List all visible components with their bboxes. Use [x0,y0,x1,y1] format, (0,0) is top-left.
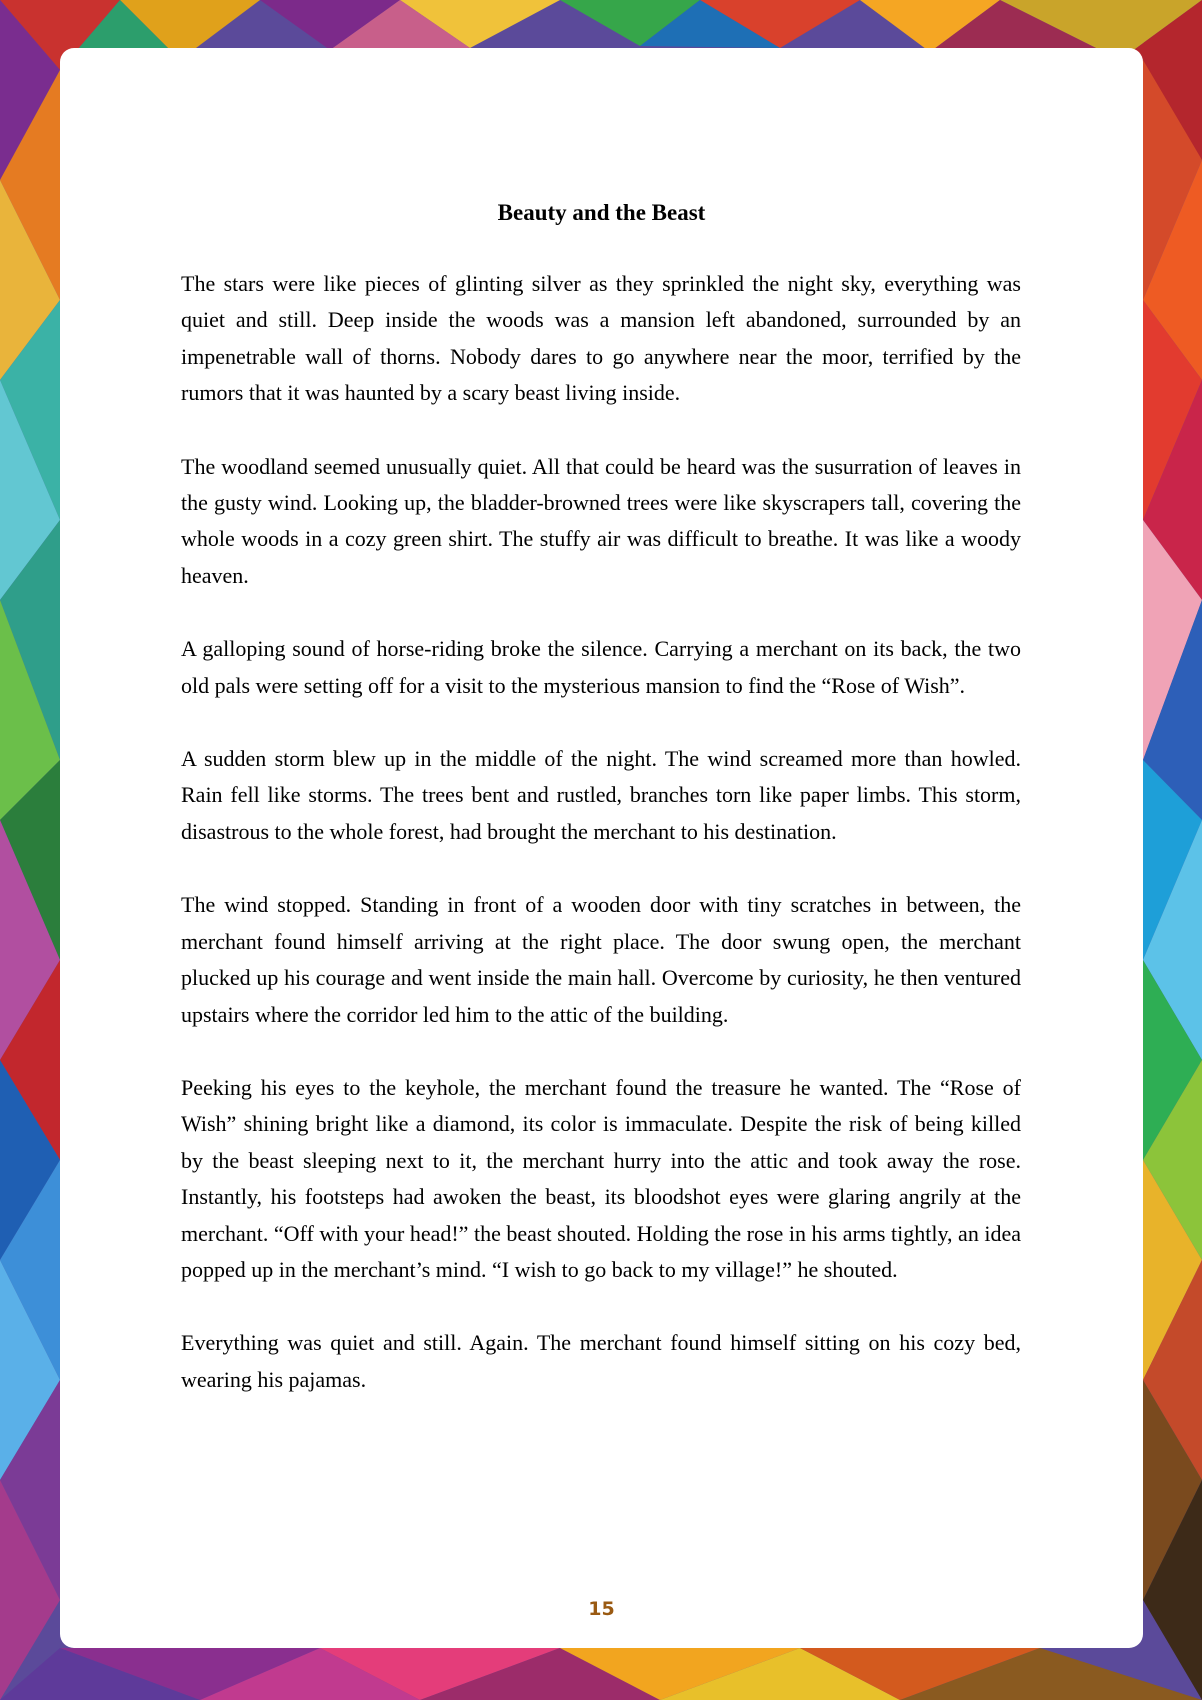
paragraph-1: The stars were like pieces of glinting silver as they sprinkled the night sky, everything was quiet and still. Deep inside the woods was a mansion left abandoned, surrounded by an impenetrable wall of thorns. Nobody dares to go anywhere near the moor, terrified by the rumors that it was haunted by a scary beast living inside. [181,271,1021,406]
paragraph-5: The wind stopped. Standing in front of a wooden door with tiny scratches in between, the merchant found himself arriving at the right place. The door swung open, the merchant plucked up his courage and went inside the main hall. Overcome by curiosity, he then ventured upstairs where the corridor led him to the attic of the building. [181,892,1021,1027]
paragraph-2: The woodland seemed unusually quiet. All that could be heard was the susurration of leaves in the gusty wind. Looking up, the bladder-browned trees were like skyscrapers tall, covering the whole woods in a cozy green shirt. The stuffy air was difficult to breathe. It was like a woody heaven. [181,453,1021,588]
paragraph-4: A sudden storm blew up in the middle of the night. The wind screamed more than howled. Rain fell like storms. The trees bent and rustled, branches torn like paper limbs. This storm, disastrous to the whole forest, had brought the merchant to his destination. [181,746,1021,844]
story-body [181,266,1021,1435]
story-title: Beauty and the Beast [497,200,706,225]
page-number: 15 [588,1598,615,1620]
page-card [60,48,1143,1648]
paragraph-3: A galloping sound of horse-riding broke the silence. Carrying a merchant on its back, the two old pals were setting off for a visit to the mysterious mansion to find the “Rose of Wish”. [181,636,1021,698]
paragraph-7: Everything was quiet and still. Again. The merchant found himself sitting on his cozy bed, wearing his pajamas. [181,1330,1021,1392]
paragraph-6: Peeking his eyes to the keyhole, the merchant found the treasure he wanted. The “Rose of Wish” shining bright like a diamond, its color is immaculate. Despite the risk of being killed by the beast sleeping next to it, the merchant hurry into the attic and took away the rose. Instantly, his footsteps had awoken the beast, its bloodshot eyes were glaring angrily at the merchant. “Off with your head!” the beast shouted. Holding the rose in his arms tightly, an idea popped up in the merchant’s mind. “I wish to go back to my village!” he shouted. [181,1074,1021,1282]
